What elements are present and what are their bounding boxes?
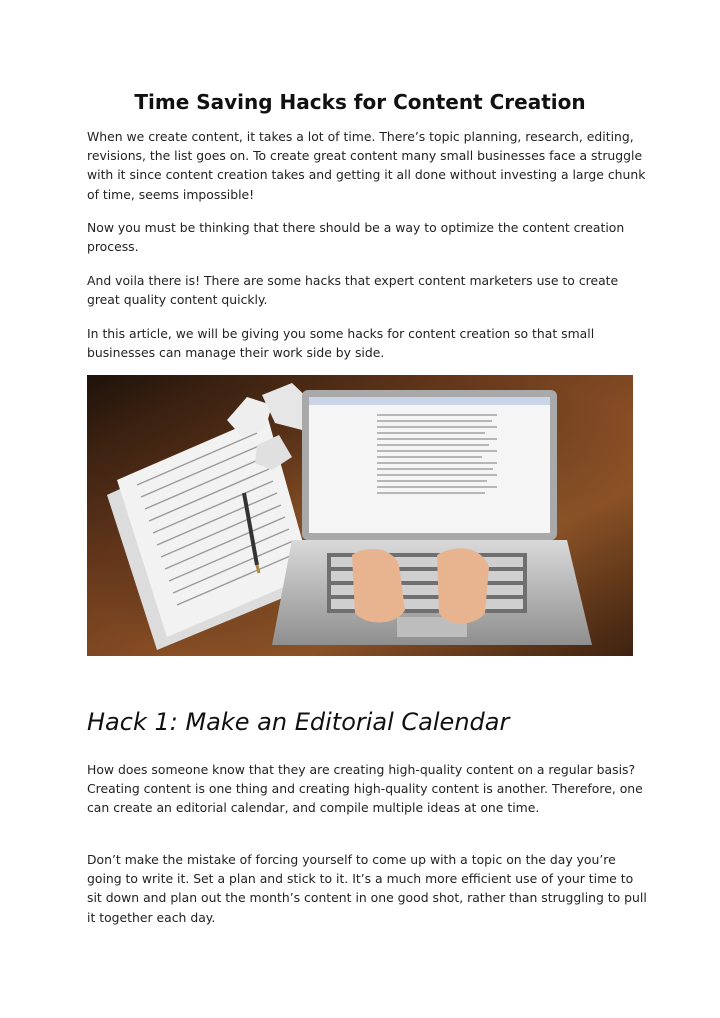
- intro-paragraph: In this article, we will be giving you some hacks for content creation so that small businesses can manage their work side by side.: [87, 326, 595, 361]
- intro-paragraph: When we create content, it takes a lot of time. There’s topic planning, research, editing, revisions, the list goes on. To create great content many small businesses face a struggle with it since content creation takes and getting it all done without investing a large chunk of time, seems impossible!: [87, 129, 646, 202]
- intro-paragraph: Now you must be thinking that there should be a way to optimize the content creation process.: [87, 220, 625, 255]
- page-title: Time Saving Hacks for Content Creation: [134, 90, 586, 114]
- section-heading: Hack 1: Make an Editorial Calendar: [87, 708, 510, 736]
- section-paragraph: Don’t make the mistake of forcing yourself to come up with a topic on the day you’re going to write it. Set a plan and stick to it. It’s a much more efficient use of your time to sit down and plan out the month’s content in one good shot, rather than struggling to pull it together each day.: [87, 852, 647, 925]
- section-paragraph: How does someone know that they are creating high-quality content on a regular basis? Creating content is one thing and creating high-quality content is another. Therefore, one can create an editorial calendar, and compile multiple ideas at one time.: [87, 762, 643, 816]
- intro-paragraph: And voila there is! There are some hacks that expert content marketers use to create great quality content quickly.: [87, 273, 619, 308]
- photo-laptop-typing-with-manuscript-icon: [87, 375, 633, 656]
